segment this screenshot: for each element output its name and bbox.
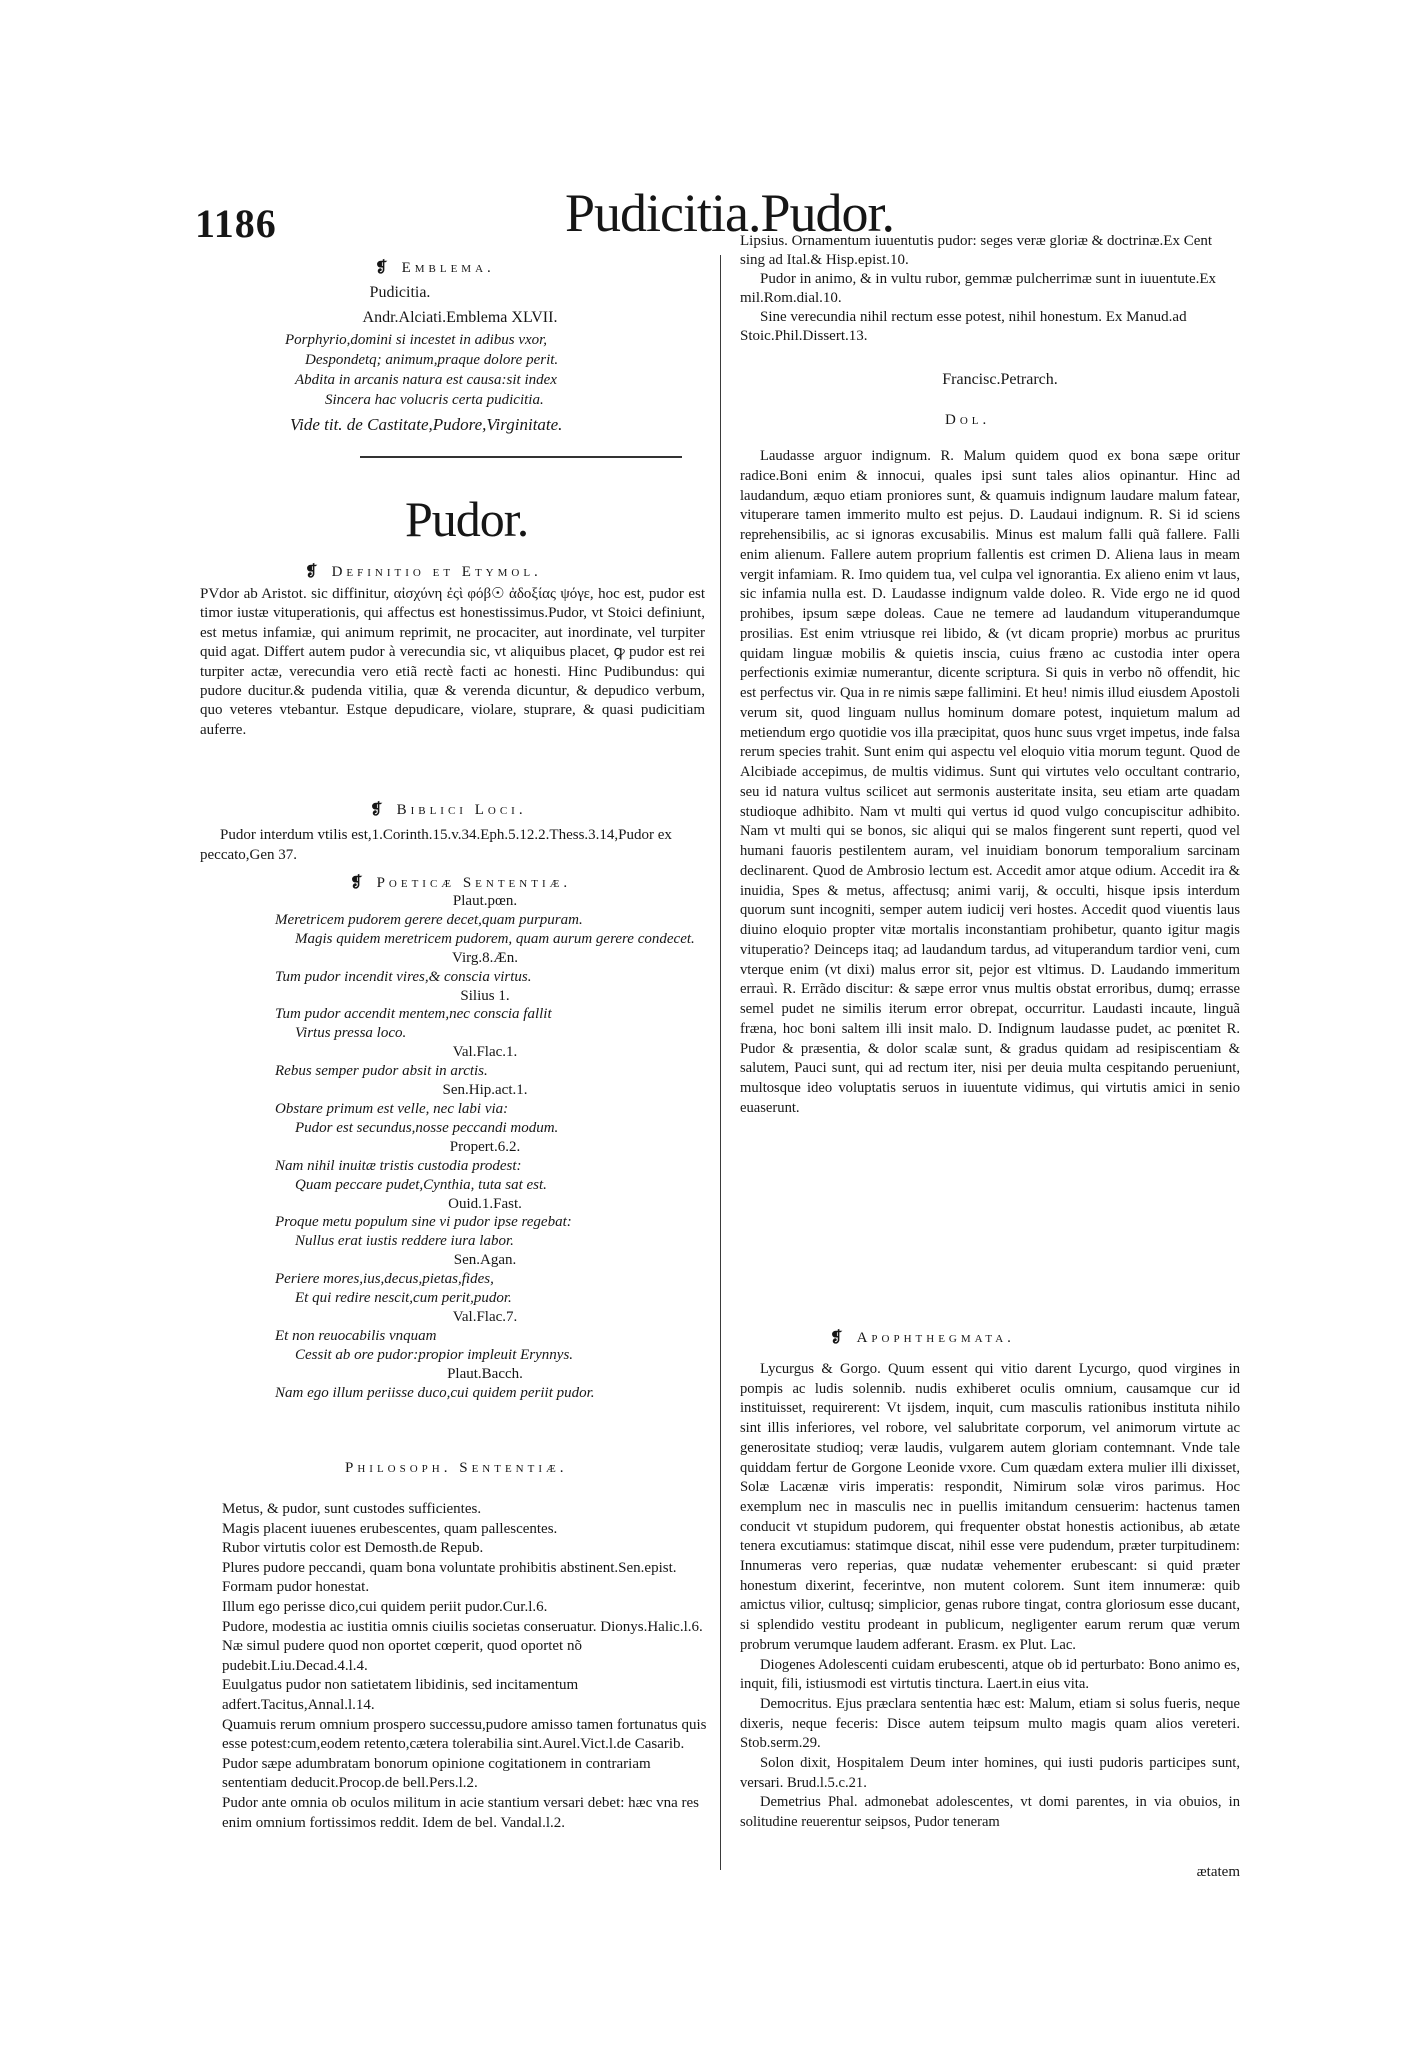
philosoph-sentence: Plures pudore peccandi, quam bona voluntate prohibitis abstinent.Sen.epist.	[222, 1559, 677, 1576]
poetica-source: Val.Flac.7.	[452, 1308, 518, 1325]
poetica-verse-line: Et non reuocabilis vnquam	[275, 1327, 437, 1344]
apophthegmata-list	[740, 1360, 1240, 1833]
philosoph-sentence: Euulgatus pudor non satietatem libidinis, sed incitamentum adfert.Tacitus,Annal.l.14.	[222, 1677, 579, 1713]
philosoph-sentence: Metus, & pudor, sunt custodes sufficientes.	[222, 1501, 482, 1517]
philosoph-sentence: Næ simul pudere quod non oportet cœperit, quod oportet nõ pudebit.Liu.Decad.4.l.4.	[222, 1638, 582, 1674]
poetica-source: Virg.8.Æn.	[452, 949, 518, 966]
biblici-heading: ❡ Biblici Loci.	[370, 802, 527, 818]
paragraph-mark-icon: ❡	[305, 564, 322, 580]
poetica-verse-line: Virtus pressa loco.	[295, 1025, 407, 1042]
apophthegm: Demetrius Phal. admonebat adolescentes, vt domi parentes, in via obuios, in solitudine reuerentur seipsos, Pudor teneram	[740, 1794, 1240, 1831]
paragraph-mark-icon: ❡	[350, 875, 367, 891]
poetica-list	[265, 892, 705, 1402]
philosoph-list	[222, 1500, 707, 1833]
poetica-source: Propert.6.2.	[449, 1138, 521, 1155]
poetica-verse-line: Proque metu populum sine vi pudor ipse regebat:	[275, 1214, 572, 1231]
paragraph-mark-icon: ❡	[370, 802, 387, 818]
lipsius-sentence: Pudor in animo, & in vultu rubor, gemmæ pulcherrimæ sunt in iuuentute.Ex mil.Rom.dial.10.	[740, 271, 1217, 306]
pudor-title: Pudor.	[405, 491, 529, 547]
lipsius-sentence: Lipsius. Ornamentum iuuentutis pudor: seges veræ gloriæ & doctrinæ.Ex Cent sing ad Ital.& Hisp.epist.10.	[740, 233, 1213, 268]
philosoph-sentence: Pudore, modestia ac iustitia omnis ciuilis societas conseruatur. Dionys.Halic.l.6.	[222, 1618, 703, 1635]
biblici-text: Pudor interdum vtilis est,1.Corinth.15.v.34.Eph.5.12.2.Thess.3.14,Pudor ex peccato,Gen 37.	[200, 827, 672, 863]
poetica-verse-line: Periere mores,ius,decus,pietas,fides,	[275, 1271, 494, 1288]
poetica-verse-line: Tum pudor incendit vires,& conscia virtus.	[275, 968, 532, 985]
poetica-verse-line: Nam nihil inuitæ tristis custodia prodest:	[275, 1157, 522, 1174]
poetica-verse-line: Nullus erat iustis reddere iura labor.	[295, 1233, 514, 1250]
paragraph-mark-icon: ❡	[830, 1330, 847, 1346]
petrarch-heading: Francisc.Petrarch.	[942, 371, 1058, 388]
poetica-verse-line: Magis quidem meretricem pudorem, quam aurum gerere condecet.	[295, 930, 695, 947]
lipsius-lines	[740, 232, 1240, 346]
poetica-source: Sen.Hip.act.1.	[442, 1082, 528, 1099]
poetica-heading: ❡ Poeticæ Sententiæ.	[350, 875, 572, 891]
philosoph-sentence: Quamuis rerum omnium prospero successu,pudore amisso tamen fortunatus quis esse potest:cum,eodem retento,cætera tolerabilia sint.Aurel.Vict.l.de Casarib.	[222, 1716, 707, 1753]
poetica-verse-line: Cessit ab ore pudor:propior impleuit Erynnys.	[295, 1346, 574, 1363]
philosoph-sentence: Magis placent iuuenes erubescentes, quam pallescentes.	[222, 1520, 558, 1537]
lipsius-sentence: Sine verecundia nihil rectum esse potest, nihil honestum. Ex Manud.ad Stoic.Phil.Dissert.13.	[740, 309, 1187, 344]
philosoph-sentence: Rubor virtutis color est Demosth.de Repub.	[222, 1540, 484, 1557]
top-rule	[360, 456, 682, 458]
column-divider	[720, 255, 721, 1870]
emblema-line: Porphyrio,domini si incestet in adibus vxor,	[285, 332, 548, 348]
poetica-verse-line: Meretricem pudorem gerere decet,quam purpuram.	[275, 911, 583, 928]
paragraph-mark-icon: ❡	[375, 260, 392, 276]
poetica-verse-line: Pudor est secundus,nosse peccandi modum.	[295, 1119, 559, 1136]
apophthegmata-heading: ❡ Apophthegmata.	[830, 1330, 1015, 1346]
apophthegm: Diogenes Adolescenti cuidam erubescenti, atque ob id perturbato: Bono animo es, inquit, fili, istiusmodi est virtutis tinctura. Laert.in eius vita.	[740, 1656, 1240, 1693]
catchword: ætatem	[1196, 1864, 1240, 1880]
apophthegm: Solon dixit, Hospitalem Deum inter homines, qui iusti pudoris participes sunt, versari. Brud.l.5.c.21.	[740, 1755, 1240, 1791]
philosoph-heading: Philosoph. Sententiæ.	[345, 1460, 568, 1476]
emblema-verse	[285, 330, 685, 410]
poetica-source: Silius 1.	[460, 987, 510, 1004]
poetica-verse-line: Et qui redire nescit,cum perit,pudor.	[295, 1290, 512, 1307]
poetica-source: Sen.Agan.	[453, 1252, 517, 1269]
poetica-source: Plaut.pœn.	[452, 893, 518, 909]
philosoph-sentence: Pudor ante omnia ob oculos militum in acie stantium versari debet: hæc vna res enim omnium fortissimos reddit. Idem de bel. Vandal.l.2.	[222, 1794, 699, 1831]
poetica-verse-line: Tum pudor accendit mentem,nec conscia fallit	[275, 1006, 552, 1023]
poetica-verse-line: Quam peccare pudet,Cynthia, tuta sat est.	[295, 1176, 547, 1193]
emblema-line: Sincera hac volucris certa pudicitia.	[325, 392, 544, 408]
definitio-heading: ❡ Definitio et Etymol.	[305, 564, 542, 580]
emblema-see-also: Vide tit. de Castitate,Pudore,Virginitate.	[290, 415, 563, 434]
apophthegm: Democritus. Ejus præclara sententia hæc est: Malum, etiam si solus fueris, neque dixeris, neque feceris: Disce autem teipsum multo magis quam alios vereteri. Stob.serm.29.	[740, 1695, 1240, 1752]
emblema-heading: ❡ Emblema.	[375, 260, 495, 276]
philosoph-sentence: Illum ego perisse dico,cui quidem periit pudor.Cur.l.6.	[222, 1598, 548, 1615]
poetica-source: Ouid.1.Fast.	[448, 1195, 522, 1212]
poetica-source: Plaut.Bacch.	[447, 1365, 523, 1382]
poetica-verse-line: Nam ego illum periisse duco,cui quidem periit pudor.	[275, 1384, 595, 1401]
running-head: Pudicitia.Pudor.	[565, 183, 895, 243]
philosoph-sentence: Pudor sæpe adumbratam bonorum opinione cogitationem in contrariam sententiam deducit.Procop.de bell.Pers.l.2.	[222, 1755, 651, 1792]
apophthegm: Lycurgus & Gorgo. Quum essent qui vitio darent Lycurgo, quod virgines in pompis ac ludis solennib. nudis exhiberet oculis omnium, causamque cur id instituisset, requirerent: Vt ijsdem, inquit, cum masculis rationibus instituta nihilo sint illis inferiores, vel robore, vel salubritate corporum, vel animorum virtute ac generositate studioq; veræ laudis, vulgarem autem gloriam contemnant. Vnde tale quiddam fertur de Gorgone Leonide vxore. Cum quædam extera mulier illi dixisset, Solæ Lacænæ viris imperatis: respondit, Nimirum solæ viros parimus. Hoc exemplum nec in masculis nec in puellis imitandum censuerim: hactenus tamen conducit vt stupidum pudorem, qui frequenter obstat honestis actionibus, ab ætate tenera excutiamus: statimque discat, nihil esse vere pudendum, præter turpitudinem: Innumeras vero reperias, quæ nudatæ vehementer erubescant: si quid præter honestum dixerint, fecerintve, non mutent colorem. Sunt item innumeræ: quib amictus vilior, cultusq; simplicior, genas rubore tingat, contra gloriosum esse ducant, si splendido vestitu prodeant in publicum, negligenter earum rerum quæ verum probrum verumque laudem adferant. Erasm. ex Plut. Lac.	[740, 1361, 1240, 1653]
petrarch-dialogue: Laudasse arguor indignum. R. Malum quidem quod ex bona sæpe oritur radice.Boni enim & innocui, quales ipsi sunt tales alios opinantur. Hinc ad laudandum, æquo etiam proniores sunt, & quamuis indignum laudare malum fatear, vituperare tamen immerito multo est pejus. D. Laudaui indignum. R. Si id sciens reprehensibilis, ac si ignoras excusabilis. Minus est malum falli quã fallere. Falli enim alienum. Fallere autem proprium fallentis est crimen D. Aliena laus in meam vergit infamiam. R. Imo quidem tua, vel culpa vel ignorantia. Ex alieno enim vt laus, sic infamia nulla est. D. Laudasse indignum valde doleo. R. Vide ergo ne id quod prohibes, ipsum sæpe doleas. Caue ne temere ad laudandum vituperandumque prosilias. Est enim vtriusque rei libido, & (vt dicam proprie) morbus ac pruritus quidam linguæ mobilis & quietis inscia, cuius fræno ac custodia inter opera perfectionis eximiæ numerantur, dicente scriptura. Si quis in verbo nõ offendit, hic est perfectus vir. Qua in re nimis sæpe fallimini. Et heu! nimis illud eiusdem Apostoli verum sit, quod linguam nullus hominum domare potest, inquietum malum ad metiendum ergo quotidie vos illa præcipitat, quos hunc suus vrget impetus, inde falsa rerum species trahit. Sunt enim qui aspectu vel eloquio vitia morum tegunt. Quod de Alcibiade accepimus, de multis vidimus. Sunt qui virtutes velo occultant contrario, seu id natura vultus scilicet aut sermonis austeritate insita, seu etiam arte quadam studioque adhibito. Nam vt multi qui vertus id quod vulgo concupiscitur adhibito. Nam vt multi qui se bonos, sic aliqui qui se malos fingerent sunt reperti, quod vel humani fauoris pestilentem auram, vel inuidiam bonorum temporalium sarcinam declinarent. Quod de Ambrosio lectum est. Accedit amor atque odium. Accedit ira & inuidia, Spes & metus, affectusq; animi varij, & occulti, hisque ipsis interdum quorum sunt incogniti, semper autem iudicij veri hostes. Accedit quod viuentis laus diuino eloquio propter vitæ mortalis inconstantiam prohibetur, quanto igitur magis vituperatio? Deinceps itaq; ad laudandum tardus, ad vituperandum tardior veni, cum vterque enim (vt dixi) malus error sit, pejor est vltimus. D. Laudando immeritum errauì. R. Errãdo discitur: & sæpe error vnus multis obstat erroribus, dumq; errasse semel pudet ne similis iterum error obrepat, occurritur. Laudasti incaute, linguã fræna, hoc boni saltem illi insit malo. D. Indignum laudasse pudet, ac pœnitet R. Pudor & præsentia, & dolor scalæ sunt, & gradus quidam ad resipiscentiam & salutem, Pauci sunt, qui ad rectum iter, nisi per deuia multa cespitando perueniunt, multosque ideo voluptatis seruos in iuuentute vidimus, qui virtutis amici in senio euaserunt.	[740, 448, 1240, 1116]
poetica-source: Val.Flac.1.	[452, 1044, 518, 1061]
philosoph-sentence: Formam pudor honestat.	[222, 1579, 370, 1596]
poetica-verse-line: Rebus semper pudor absit in arctis.	[275, 1063, 488, 1080]
poetica-verse-line: Obstare primum est velle, nec labi via:	[275, 1100, 509, 1117]
page-number: 1186	[195, 201, 277, 246]
emblema-line: Despondetq; animum,praque dolore perit.	[305, 352, 559, 368]
emblema-line: Abdita in arcanis natura est causa:sit index	[295, 372, 557, 388]
definitio-text: PVdor ab Aristot. sic diffinitur, αἰσχύνη ἐςὶ φόβ☉ ἀδοξίας ψόγε, hoc est, pudor est timor iustæ vituperationis, qui affectus est honestissimus.Pudor, vt Stoici definiunt, est metus infamiæ, qui animum reprimit, ne procaciter, aut inordinate, vel turpiter quid agat. Differt autem pudor à verecundia sic, vt aliquibus placet, ꝙ pudor est rei turpiter actæ, verecundia vero etiã rectè facti ac honesti. Hinc Pudibundus: qui pudore ducitur.& pudenda vitilia, quæ & verenda dicuntur, & depudico verbum, quo veteres vtebantur. Estque depudicare, violare, stuprare, & quasi pudicitiam auferre.	[200, 586, 705, 738]
dol-heading: Dol.	[945, 412, 991, 428]
emblema-title: Pudicitia.	[369, 284, 431, 301]
emblema-author: Andr.Alciati.Emblema XLVII.	[362, 309, 558, 326]
